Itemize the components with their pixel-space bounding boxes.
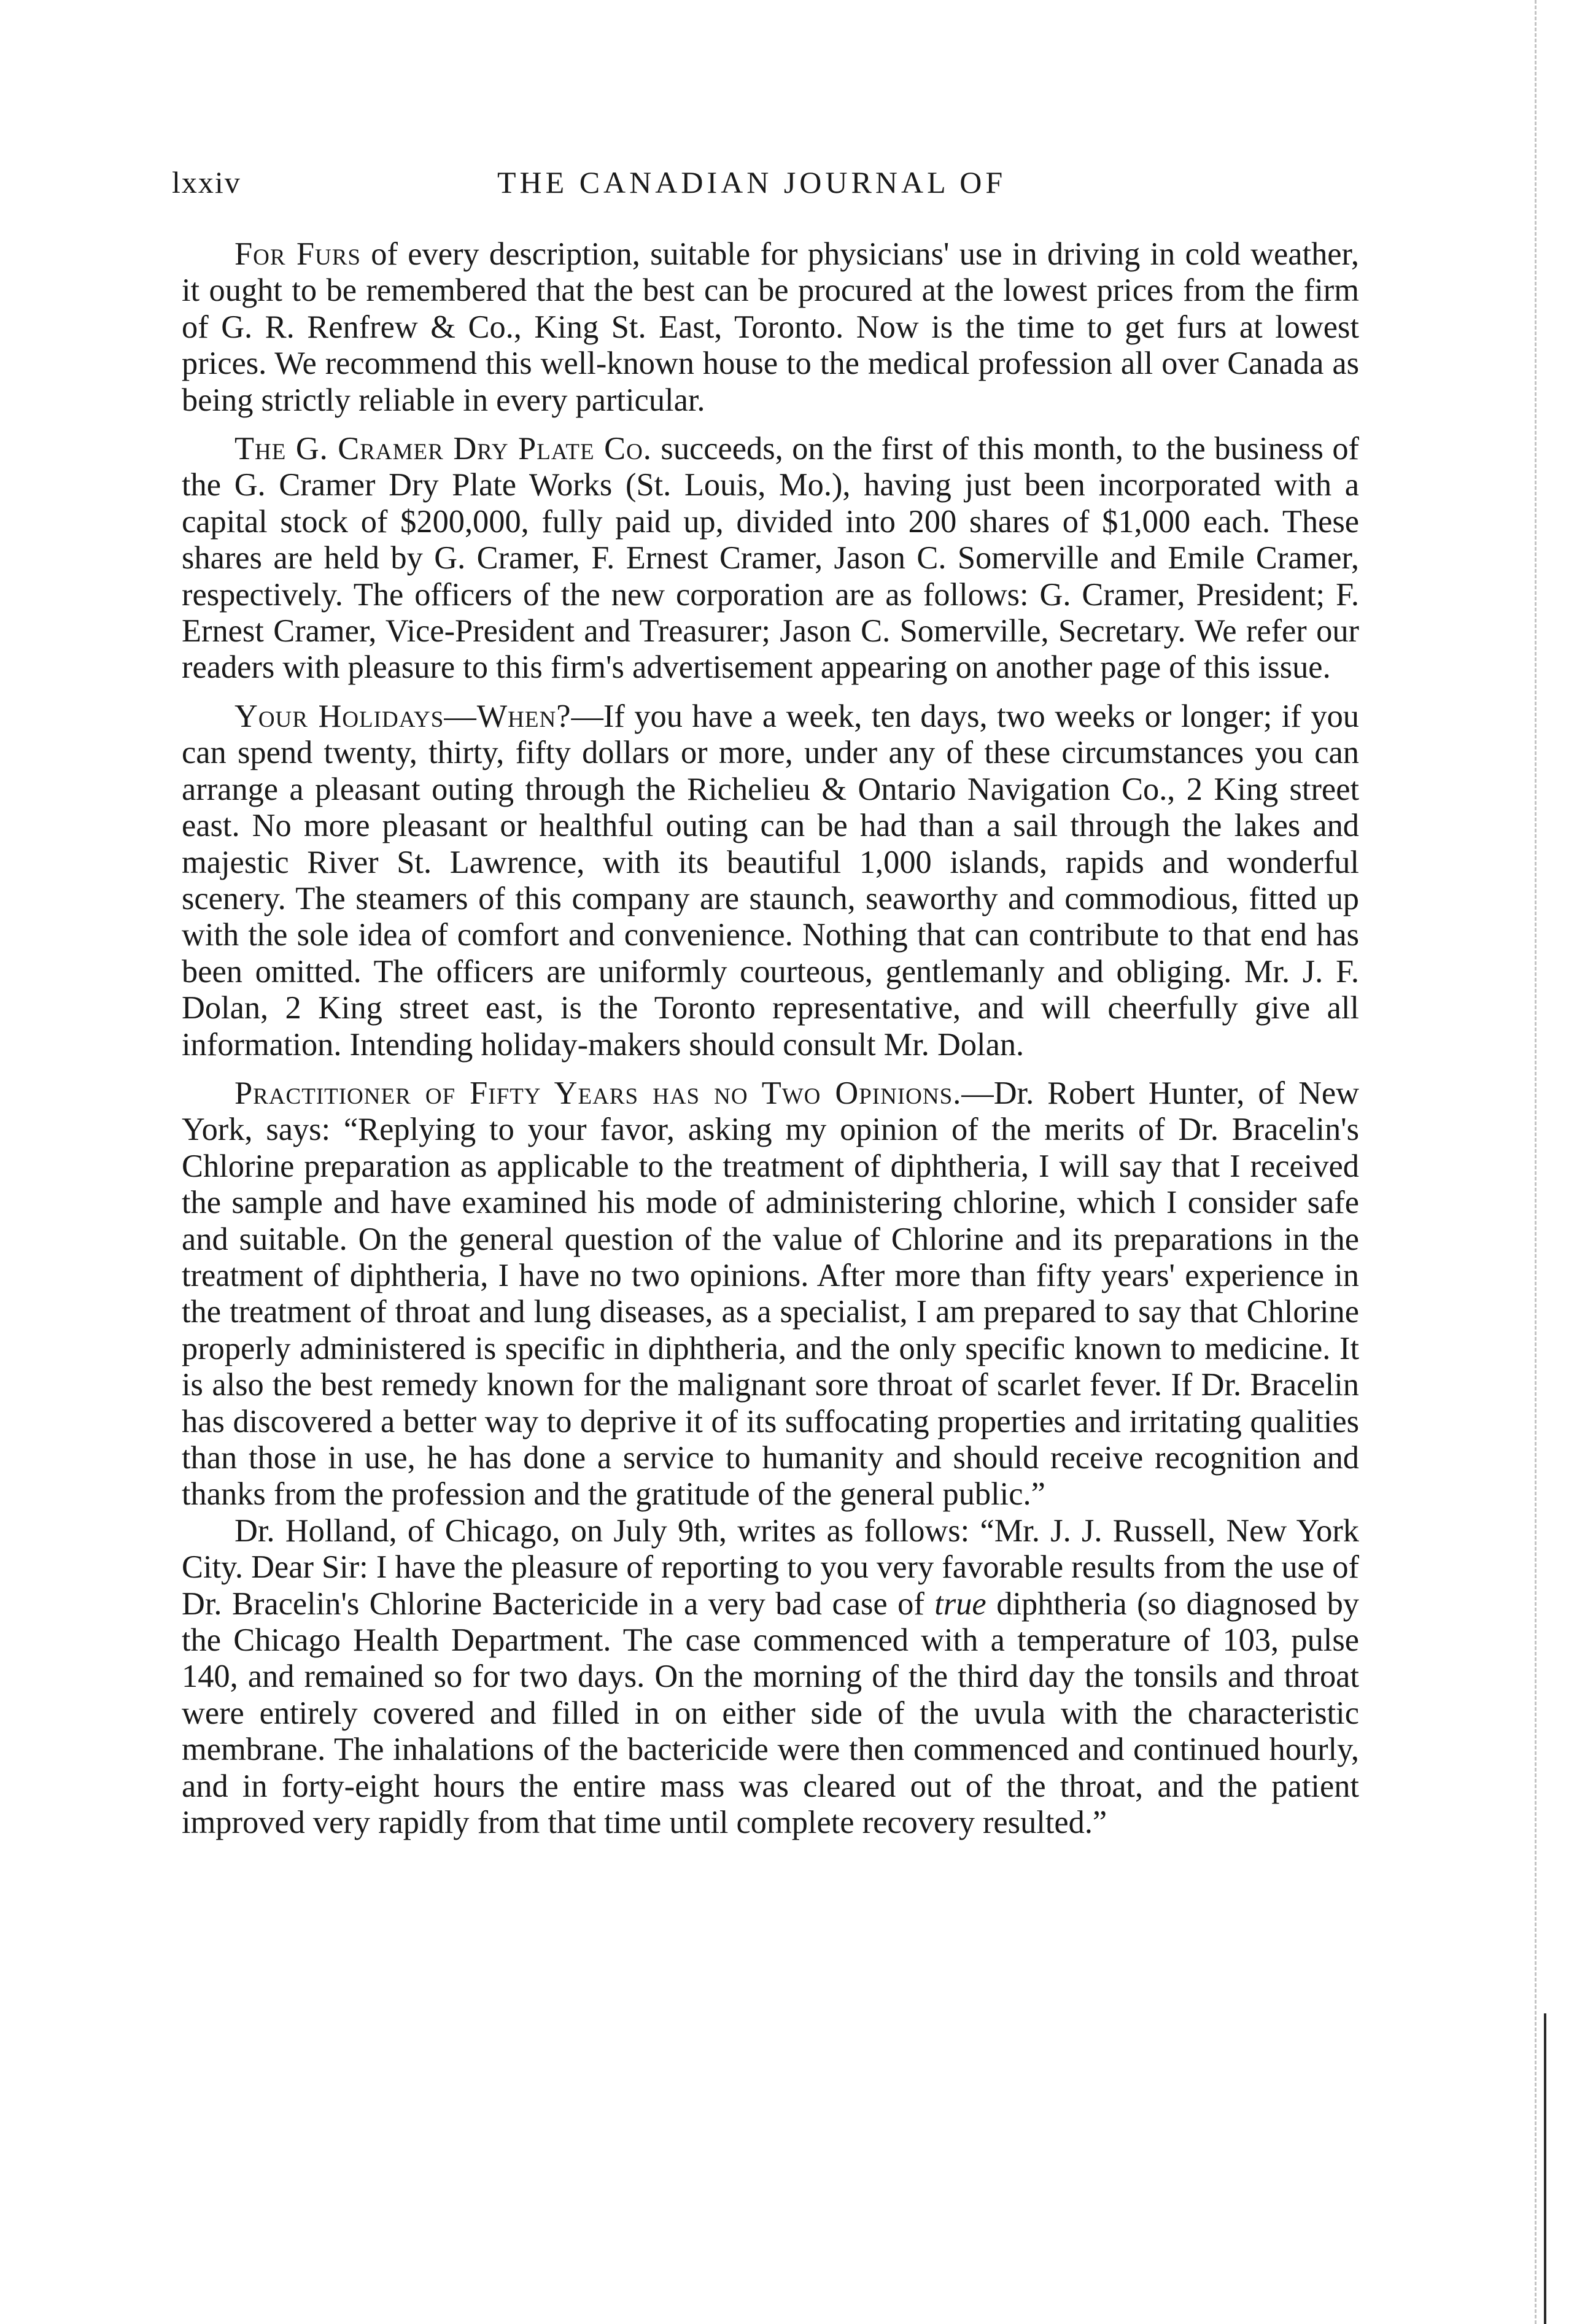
paragraph-text: —If you have a week, ten days, two weeks or longer; if you can spend twenty, thirty, fifty dollars or more, under any of these circumstances you can arrange a pleasant outing through the Richelieu & Ontario Navigation Co., 2 King street east. No more pleasant or healthful outing can be had than a sail through the lakes and majestic River St. Lawrence, with its beautiful 1,000 islands, rapids and wonderful scenery. The steamers of this company are staunch, seaworthy and commodious, fitted up with the sole idea of comfort and convenience. Nothing that can contribute to that end has been omitted. The officers are uniformly courteous, gentlemanly and obliging. Mr. J. F. Dolan, 2 King street east, is the Toronto representative, and will cheerfully give all information. Intending holiday-makers should consult Mr. Dolan.	[182, 698, 1359, 1063]
paragraph-cramer-dry-plate	[182, 431, 1359, 686]
paragraph-lead: Your Holidays—When?	[234, 698, 572, 734]
paragraph-lead: For Furs	[234, 236, 361, 272]
article-body	[182, 236, 1359, 1841]
paragraph-italic: true	[934, 1586, 986, 1622]
paragraph-text: Dr. Holland, of Chicago, on July 9th, writes as follows: “Mr. J. J. Russell, New York City. Dear Sir: I have the pleasure of reporting to you very favorable results from the use of Dr. Bracelin's Chlorine Bactericide in a very bad case of	[182, 1513, 1359, 1622]
paragraph-text: succeeds, on the first of this month, to the business of the G. Cramer Dry Plate Works (St. Louis, Mo.), having just been incorporated with a capital stock of $200,000, fully paid up, divided into 200 shares of $1,000 each. These shares are held by G. Cramer, F. Ernest Cramer, Jason C. Somerville and Emile Cramer, respectively. The officers of the new corporation are as follows: G. Cramer, President; F. Ernest Cramer, Vice-President and Treasurer; Jason C. Somerville, Secretary. We refer our readers with pleasure to this firm's advertisement appearing on another page of this issue.	[182, 431, 1359, 686]
paragraph-lead: The G. Cramer Dry Plate Co.	[234, 431, 652, 467]
paragraph-furs	[182, 236, 1359, 419]
page-edge-line	[1535, 0, 1537, 2324]
paragraph-text: of every description, suitable for physicians' use in driving in cold weather, it ought to be remembered that the best can be procured at the lowest prices from the firm of G. R. Renfrew & Co., King St. East, Toronto. Now is the time to get furs at lowest prices. We recommend this well-known house to the medical profession all over Canada as being strictly reliable in every particular.	[182, 236, 1359, 418]
paragraph-practitioner	[182, 1075, 1359, 1513]
paragraph-dr-holland	[182, 1513, 1359, 1842]
page-header	[172, 165, 1375, 207]
paragraph-lead: Practitioner of Fifty Years has no Two Opinions.	[234, 1075, 962, 1111]
running-head: THE CANADIAN JOURNAL OF	[497, 165, 1007, 199]
page-number: lxxiv	[172, 165, 241, 199]
paragraph-text: diphtheria (so diagnosed by the Chicago Health Department. The case commenced with a temperature of 103, pulse 140, and remained so for two days. On the morning of the third day the tonsils and throat were entirely covered and filled in on either side of the uvula with the characteristic membrane. The inhalations of the bactericide were then commenced and continued hourly, and in forty-eight hours the entire mass was cleared out of the throat, and the patient improved very rapidly from that time until complete recovery resulted.”	[182, 1586, 1359, 1841]
page-edge-shadow	[1544, 2013, 1546, 2324]
paragraph-holidays	[182, 699, 1359, 1063]
paragraph-text: —Dr. Robert Hunter, of New York, says: “Replying to your favor, asking my opinion of the merits of Dr. Bracelin's Chlorine preparation as applicable to the treatment of diphtheria, I will say that I received the sample and have examined his mode of administering chlorine, which I consider safe and suitable. On the general question of the value of Chlorine and its preparations in the treatment of diphtheria, I have no two opinions. After more than fifty years' experience in the treatment of throat and lung diseases, as a specialist, I am prepared to say that Chlorine properly administered is specific in diphtheria, and the only specific known to medicine. It is also the best remedy known for the malignant sore throat of scarlet fever. If Dr. Bracelin has discovered a better way to deprive it of its suffocating properties and irritating qualities than those in use, he has done a service to humanity and should receive recognition and thanks from the profession and the gratitude of the general public.”	[182, 1075, 1360, 1513]
